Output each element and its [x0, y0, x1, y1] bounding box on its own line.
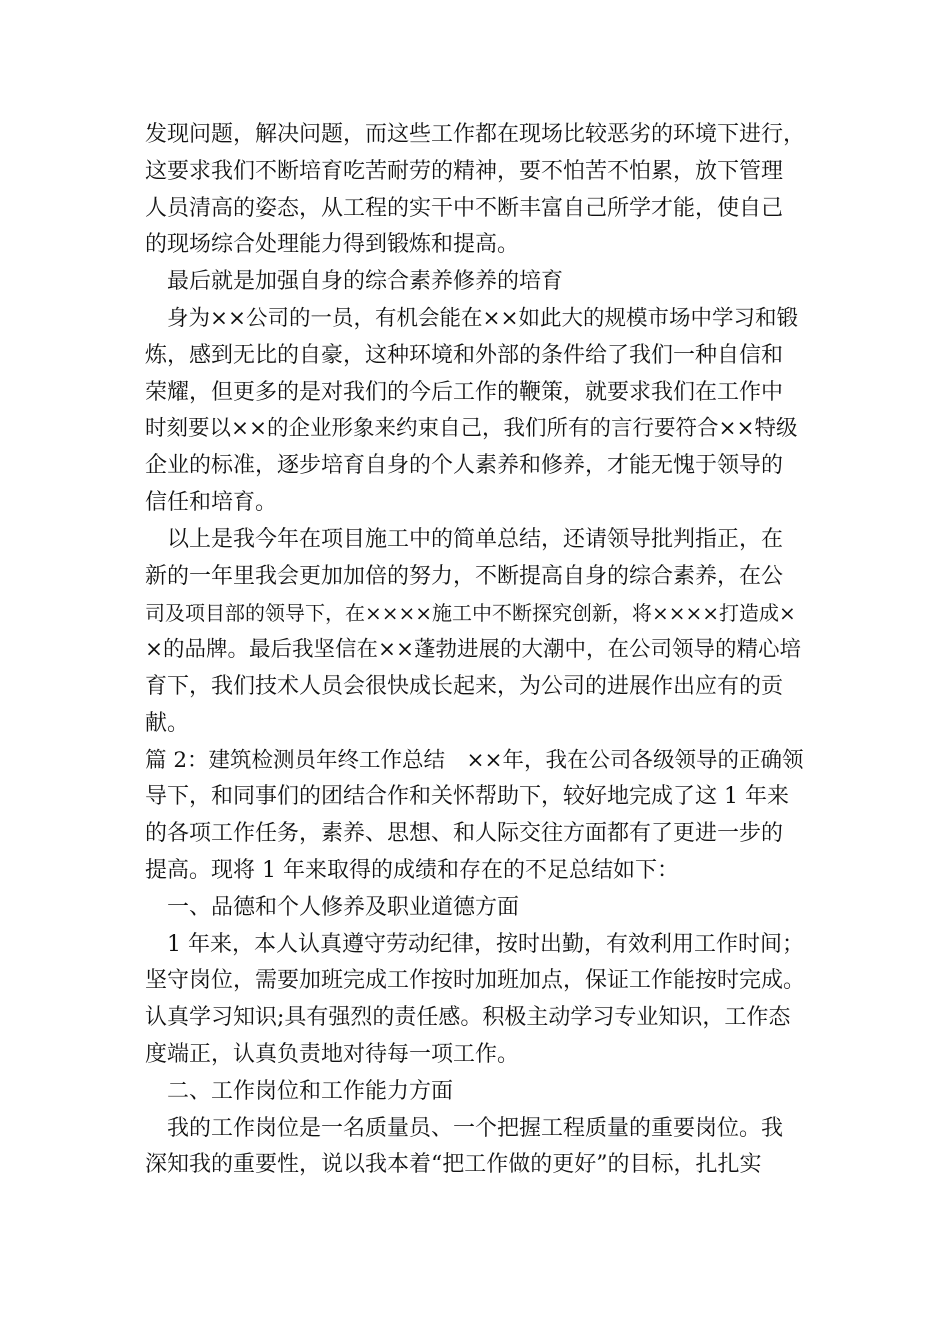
text-line: 身为××公司的一员，有机会能在××如此大的规模市场中学习和锻: [167, 305, 799, 331]
text-line: 时刻要以××的企业形象来约束自己，我们所有的言行要符合××特级: [145, 416, 798, 442]
text-line: 提高。现将 1 年来取得的成绩和存在的不足总结如下：: [145, 857, 679, 883]
text-line: 企业的标准，逐步培育自身的个人素养和修养，才能无愧于领导的: [145, 453, 784, 479]
text-line: 信任和培育。: [145, 489, 278, 515]
text-line: 二、工作岗位和工作能力方面: [167, 1078, 454, 1104]
text-line: 发现问题，解决问题，而这些工作都在现场比较恶劣的环境下进行，: [145, 122, 806, 147]
text-line: 炼，感到无比的自豪，这种环境和外部的条件给了我们一种自信和: [145, 342, 784, 368]
text-line: 司及项目部的领导下，在××××施工中不断探究创新，将××××打造成×: [145, 601, 796, 626]
text-line: 的现场综合处理能力得到锻炼和提高。: [145, 232, 520, 258]
text-line: 育下，我们技术人员会很快成长起来，为公司的进展作出应有的贡: [145, 673, 784, 699]
text-line: ×的品牌。最后我坚信在××蓬勃进展的大潮中，在公司领导的精心培: [145, 637, 802, 663]
text-line: 人员清高的姿态，从工程的实干中不断丰富自己所学才能，使自己: [145, 195, 784, 221]
text-line: 坚守岗位，需要加班完成工作按时加班加点，保证工作能按时完成。: [145, 968, 806, 994]
text-line: 度端正，认真负责地对待每一项工作。: [145, 1041, 520, 1067]
text-line: 篇 2：建筑检测员年终工作总结 ××年，我在公司各级领导的正确领: [145, 747, 804, 773]
text-line: 认真学习知识;具有强烈的责任感。积极主动学习专业知识，工作态: [145, 1005, 791, 1031]
text-line: 我的工作岗位是一名质量员、一个把握工程质量的重要岗位。我: [167, 1115, 784, 1141]
text-line: 的各项工作任务，素养、思想、和人际交往方面都有了更进一步的: [145, 821, 784, 847]
document-body: [145, 117, 810, 1184]
text-line: 新的一年里我会更加加倍的努力，不断提高自身的综合素养，在公: [145, 563, 784, 589]
text-line: 深知我的重要性，说以我本着“把工作做的更好”的目标，扎扎实: [145, 1152, 762, 1178]
text-line: 1 年来，本人认真遵守劳动纪律，按时出勤，有效利用工作时间；: [167, 931, 804, 957]
text-line: 导下，和同事们的团结合作和关怀帮助下，较好地完成了这 1 年来: [145, 784, 789, 810]
text-line: 献。: [145, 710, 190, 736]
text-line: 一、品德和个人修养及职业道德方面: [167, 894, 520, 920]
text-line: 这要求我们不断培育吃苦耐劳的精神，要不怕苦不怕累，放下管理: [145, 158, 784, 184]
text-line: 以上是我今年在项目施工中的简单总结，还请领导批判指正，在: [167, 526, 784, 552]
text-line: 最后就是加强自身的综合素养修养的培育: [167, 269, 564, 295]
text-line: 荣耀，但更多的是对我们的今后工作的鞭策，就要求我们在工作中: [145, 379, 784, 405]
